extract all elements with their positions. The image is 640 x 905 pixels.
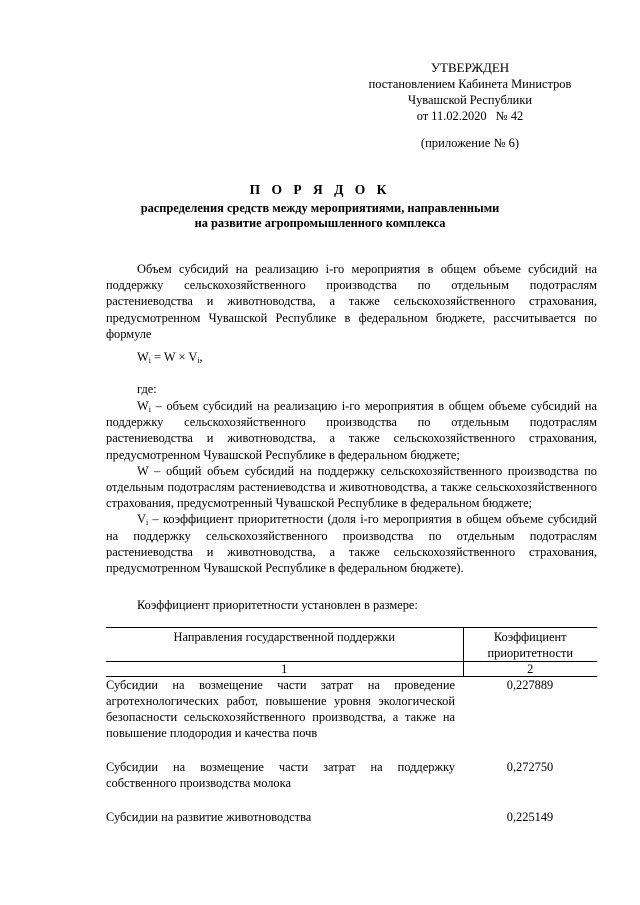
header-direction: Направления государственной поддержки bbox=[106, 628, 463, 662]
definition-w: W – общий объем субсидий на поддержку сельскохозяйственного производства по отдельным подотраслям растениеводства и животноводства, а также сельскохозяйственного страхования, предусмотренный Чувашской Республике в федеральном бюджете; bbox=[106, 463, 597, 511]
coef-table bbox=[106, 627, 597, 843]
formula-mid: = W × V bbox=[150, 350, 198, 364]
row-direction: Субсидии на возмещение части затрат на поддержку собственного производства молока bbox=[106, 760, 455, 790]
definition-wi bbox=[106, 398, 597, 463]
formula-sub-i-2: i bbox=[197, 356, 200, 365]
formula-w: W bbox=[137, 350, 149, 364]
vi-sub: i bbox=[145, 518, 149, 528]
definition-vi bbox=[106, 511, 597, 576]
definitions bbox=[106, 398, 597, 576]
row-coef: 0,227889 bbox=[506, 678, 554, 692]
title-sub-1: распределения средств между мероприятиями, направленными bbox=[140, 201, 500, 215]
table-row bbox=[106, 677, 597, 760]
approval-heading: УТВЕРЖДЕН bbox=[430, 60, 510, 75]
coef-intro: Коэффициент приоритетности установлен в размере: bbox=[137, 598, 418, 612]
row-coef: 0,225149 bbox=[506, 810, 554, 824]
where-label: где: bbox=[137, 382, 157, 396]
formula-sub-i: i bbox=[148, 356, 151, 365]
vi-symbol: V bbox=[137, 512, 146, 527]
approval-line-2: Чувашской Республики bbox=[408, 93, 532, 107]
wi-sub: i bbox=[148, 405, 151, 414]
header-coef: Коэффициент приоритетности bbox=[463, 628, 597, 662]
table-row bbox=[106, 759, 597, 809]
vi-text: – коэффициент приоритетности (доля i-го мероприятия в общем объеме субсидий на поддержку сельскохозяйственного производства по отдельным подотраслям растениеводства и животноводства, а также сельскохозяйственного страхования, предусмотренном Чувашской Республике в федеральном бюджете). bbox=[106, 512, 597, 576]
wi-text: – объем субсидий на реализацию i-го мероприятия в общем объеме субсидий на поддержку сельскохозяйственного производства по отдельным подотраслям растениеводства и животноводства, а также сельскохозяйственного страхования, предусмотренном Чувашской Республике в федеральном бюджете; bbox=[106, 399, 597, 462]
row-direction: Субсидии на развитие животноводства bbox=[106, 810, 312, 824]
table-row bbox=[106, 809, 597, 843]
formula bbox=[137, 350, 203, 365]
annex-label: (приложение № 6) bbox=[420, 136, 520, 150]
approval-block bbox=[340, 60, 600, 124]
title-sub-2: на развитие агропромышленного комплекса bbox=[194, 216, 446, 230]
title-main: П О Р Я Д О К bbox=[249, 182, 391, 197]
table-number-row bbox=[106, 662, 597, 677]
row-coef: 0,272750 bbox=[506, 760, 554, 774]
approval-line-1: постановлением Кабинета Министров bbox=[368, 77, 572, 91]
wi-symbol: W bbox=[137, 399, 149, 413]
table-header-row bbox=[106, 628, 597, 662]
col-num-1: 1 bbox=[106, 662, 463, 677]
row-direction: Субсидии на возмещение части затрат на проведение агротехнологических работ, повышение уровня экологической безопасности сельскохозяйственного производства, а также на повышение плодородия и качества почв bbox=[106, 678, 455, 740]
col-num-2: 2 bbox=[463, 662, 597, 677]
approval-line-3: от 11.02.2020 № 42 bbox=[416, 109, 524, 123]
intro-paragraph: Объем субсидий на реализацию i-го мероприятия в общем объеме субсидий на поддержку сельскохозяйственного производства по отдельным подотраслям растениеводства и животноводства, а также сельскохозяйственного страхования, предусмотренном Чувашской Республике в федеральном бюджете, рассчитывается по формуле bbox=[106, 262, 597, 341]
document-title bbox=[90, 182, 550, 231]
formula-end: , bbox=[199, 350, 203, 364]
